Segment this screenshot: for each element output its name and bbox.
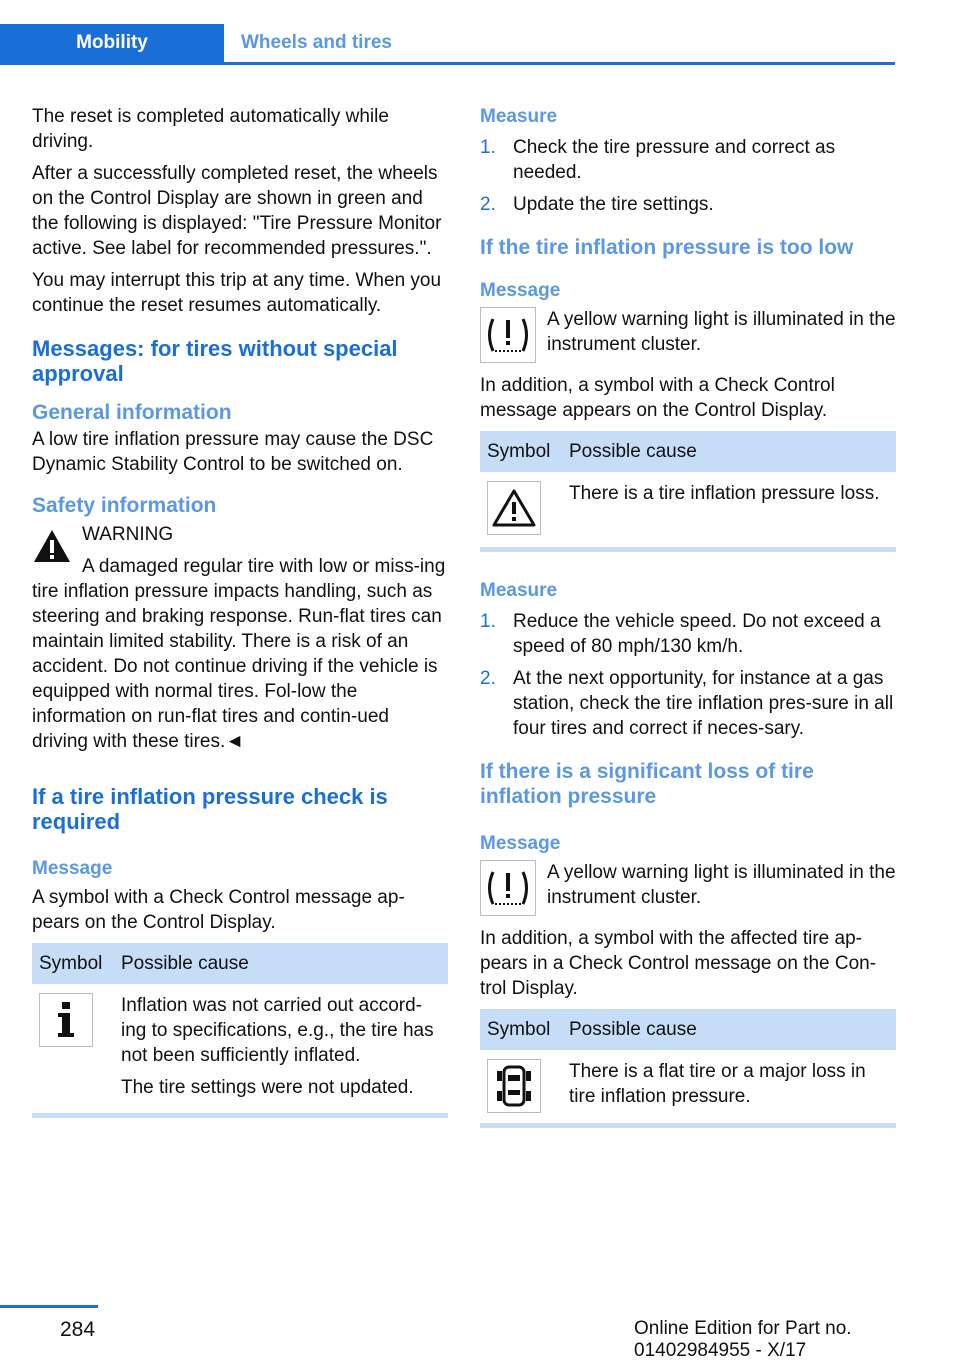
cause-column-header: Possible cause <box>562 431 896 472</box>
tab-mobility[interactable]: Mobility <box>0 24 224 62</box>
right-column <box>480 104 896 1128</box>
reset-complete-paragraph: After a successfully completed reset, the wheels on the Control Display are shown in green and the following is displayed: "Tire Pressure Monitor active. See label for recommended pressures.". <box>32 163 442 259</box>
warning-title: WARNING <box>82 524 174 545</box>
measure-heading-1: Measure <box>480 106 558 127</box>
cause-text: There is a tire inflation pressure loss. <box>569 483 880 504</box>
measure-list-1 <box>480 135 896 217</box>
warning-triangle-icon <box>487 481 541 535</box>
car-flat-tire-icon <box>487 1059 541 1113</box>
symbol-table-check <box>32 943 448 1118</box>
cause-column-header: Possible cause <box>114 943 448 984</box>
symbol-table-significant <box>480 1009 896 1128</box>
addition-paragraph-1: In addition, a symbol with a Check Control message appears on the Control Display. <box>480 375 835 421</box>
cause-text-2: The tire settings were not updated. <box>121 1077 414 1098</box>
general-information-heading: General information <box>32 401 232 424</box>
cause-text-1: Inflation was not carried out accord-ing to specifications, e.g., the tire has not been sufficiently inflated. <box>121 995 434 1066</box>
addition-paragraph-2: In addition, a symbol with the affected tire ap-pears in a Check Control message on the Con-trol Display. <box>480 928 877 999</box>
measure-list-2 <box>480 609 896 741</box>
warning-light-text-1: A yellow warning light is illuminated in the instrument cluster. <box>547 309 896 355</box>
check-required-heading: If a tire inflation pressure check is required <box>32 784 388 834</box>
warning-text: A damaged regular tire with low or miss-ing tire inflation pressure impacts handling, such as steering and braking response. Run-flat tires can maintain limited stability. There is a risk of an accident. Do not continue driving if the vehicle is equipped with normal tires. Fol-low the information on run-flat tires and contin-ued driving with these tires.◄ <box>32 556 446 752</box>
warning-light-row-1 <box>480 307 896 363</box>
messages-heading: Messages: for tires without special approval <box>32 336 398 386</box>
message-paragraph: A symbol with a Check Control message ap-pears on the Control Display. <box>32 887 405 933</box>
table-row <box>32 984 448 1116</box>
symbol-column-header: Symbol <box>480 1009 562 1050</box>
significant-loss-heading: If there is a significant loss of tire inflation pressure <box>480 760 814 808</box>
list-item: 1. Reduce the vehicle speed. Do not exceed a speed of 80 mph/130 km/h. <box>480 611 881 657</box>
list-item: 2. Update the tire settings. <box>480 194 714 215</box>
cause-column-header: Possible cause <box>562 1009 896 1050</box>
interrupt-paragraph: You may interrupt this trip at any time. When you continue the reset resumes automatically. <box>32 270 442 316</box>
tab-wheels-and-tires[interactable]: Wheels and tires <box>241 32 392 53</box>
page-number: 284 <box>60 1318 96 1341</box>
tire-pressure-warning-icon <box>480 307 536 363</box>
left-column <box>32 104 448 1118</box>
cause-text: There is a flat tire or a major loss in tire inflation pressure. <box>569 1061 866 1107</box>
message-heading: Message <box>32 858 113 879</box>
measure-heading-2: Measure <box>480 580 558 601</box>
symbol-table-too-low <box>480 431 896 552</box>
symbol-column-header: Symbol <box>32 943 114 984</box>
warning-light-text-2: A yellow warning light is illuminated in the instrument cluster. <box>547 862 896 908</box>
edition-note: Online Edition for Part no. 01402984955 - X/17 <box>634 1318 852 1361</box>
tire-pressure-warning-icon <box>480 860 536 916</box>
general-information-paragraph: A low tire inflation pressure may cause the DSC Dynamic Stability Control to be switched on. <box>32 429 434 475</box>
symbol-column-header: Symbol <box>480 431 562 472</box>
section-tabs <box>0 24 895 65</box>
too-low-heading: If the tire inflation pressure is too low <box>480 236 854 259</box>
safety-information-heading: Safety information <box>32 494 217 517</box>
reset-auto-paragraph: The reset is completed automatically while driving. <box>32 106 389 152</box>
info-icon <box>39 993 93 1047</box>
message-heading-1: Message <box>480 280 561 301</box>
message-heading-2: Message <box>480 833 561 854</box>
warning-block <box>32 522 448 547</box>
table-row <box>480 1050 896 1126</box>
table-row <box>480 472 896 550</box>
footer-rule <box>0 1305 98 1308</box>
list-item: 1. Check the tire pressure and correct as needed. <box>480 137 836 183</box>
list-item: 2. At the next opportunity, for instance at a gas station, check the tire inflation pres-sure in all four tires and correct if neces-sary. <box>480 668 894 739</box>
warning-light-row-2 <box>480 860 896 916</box>
